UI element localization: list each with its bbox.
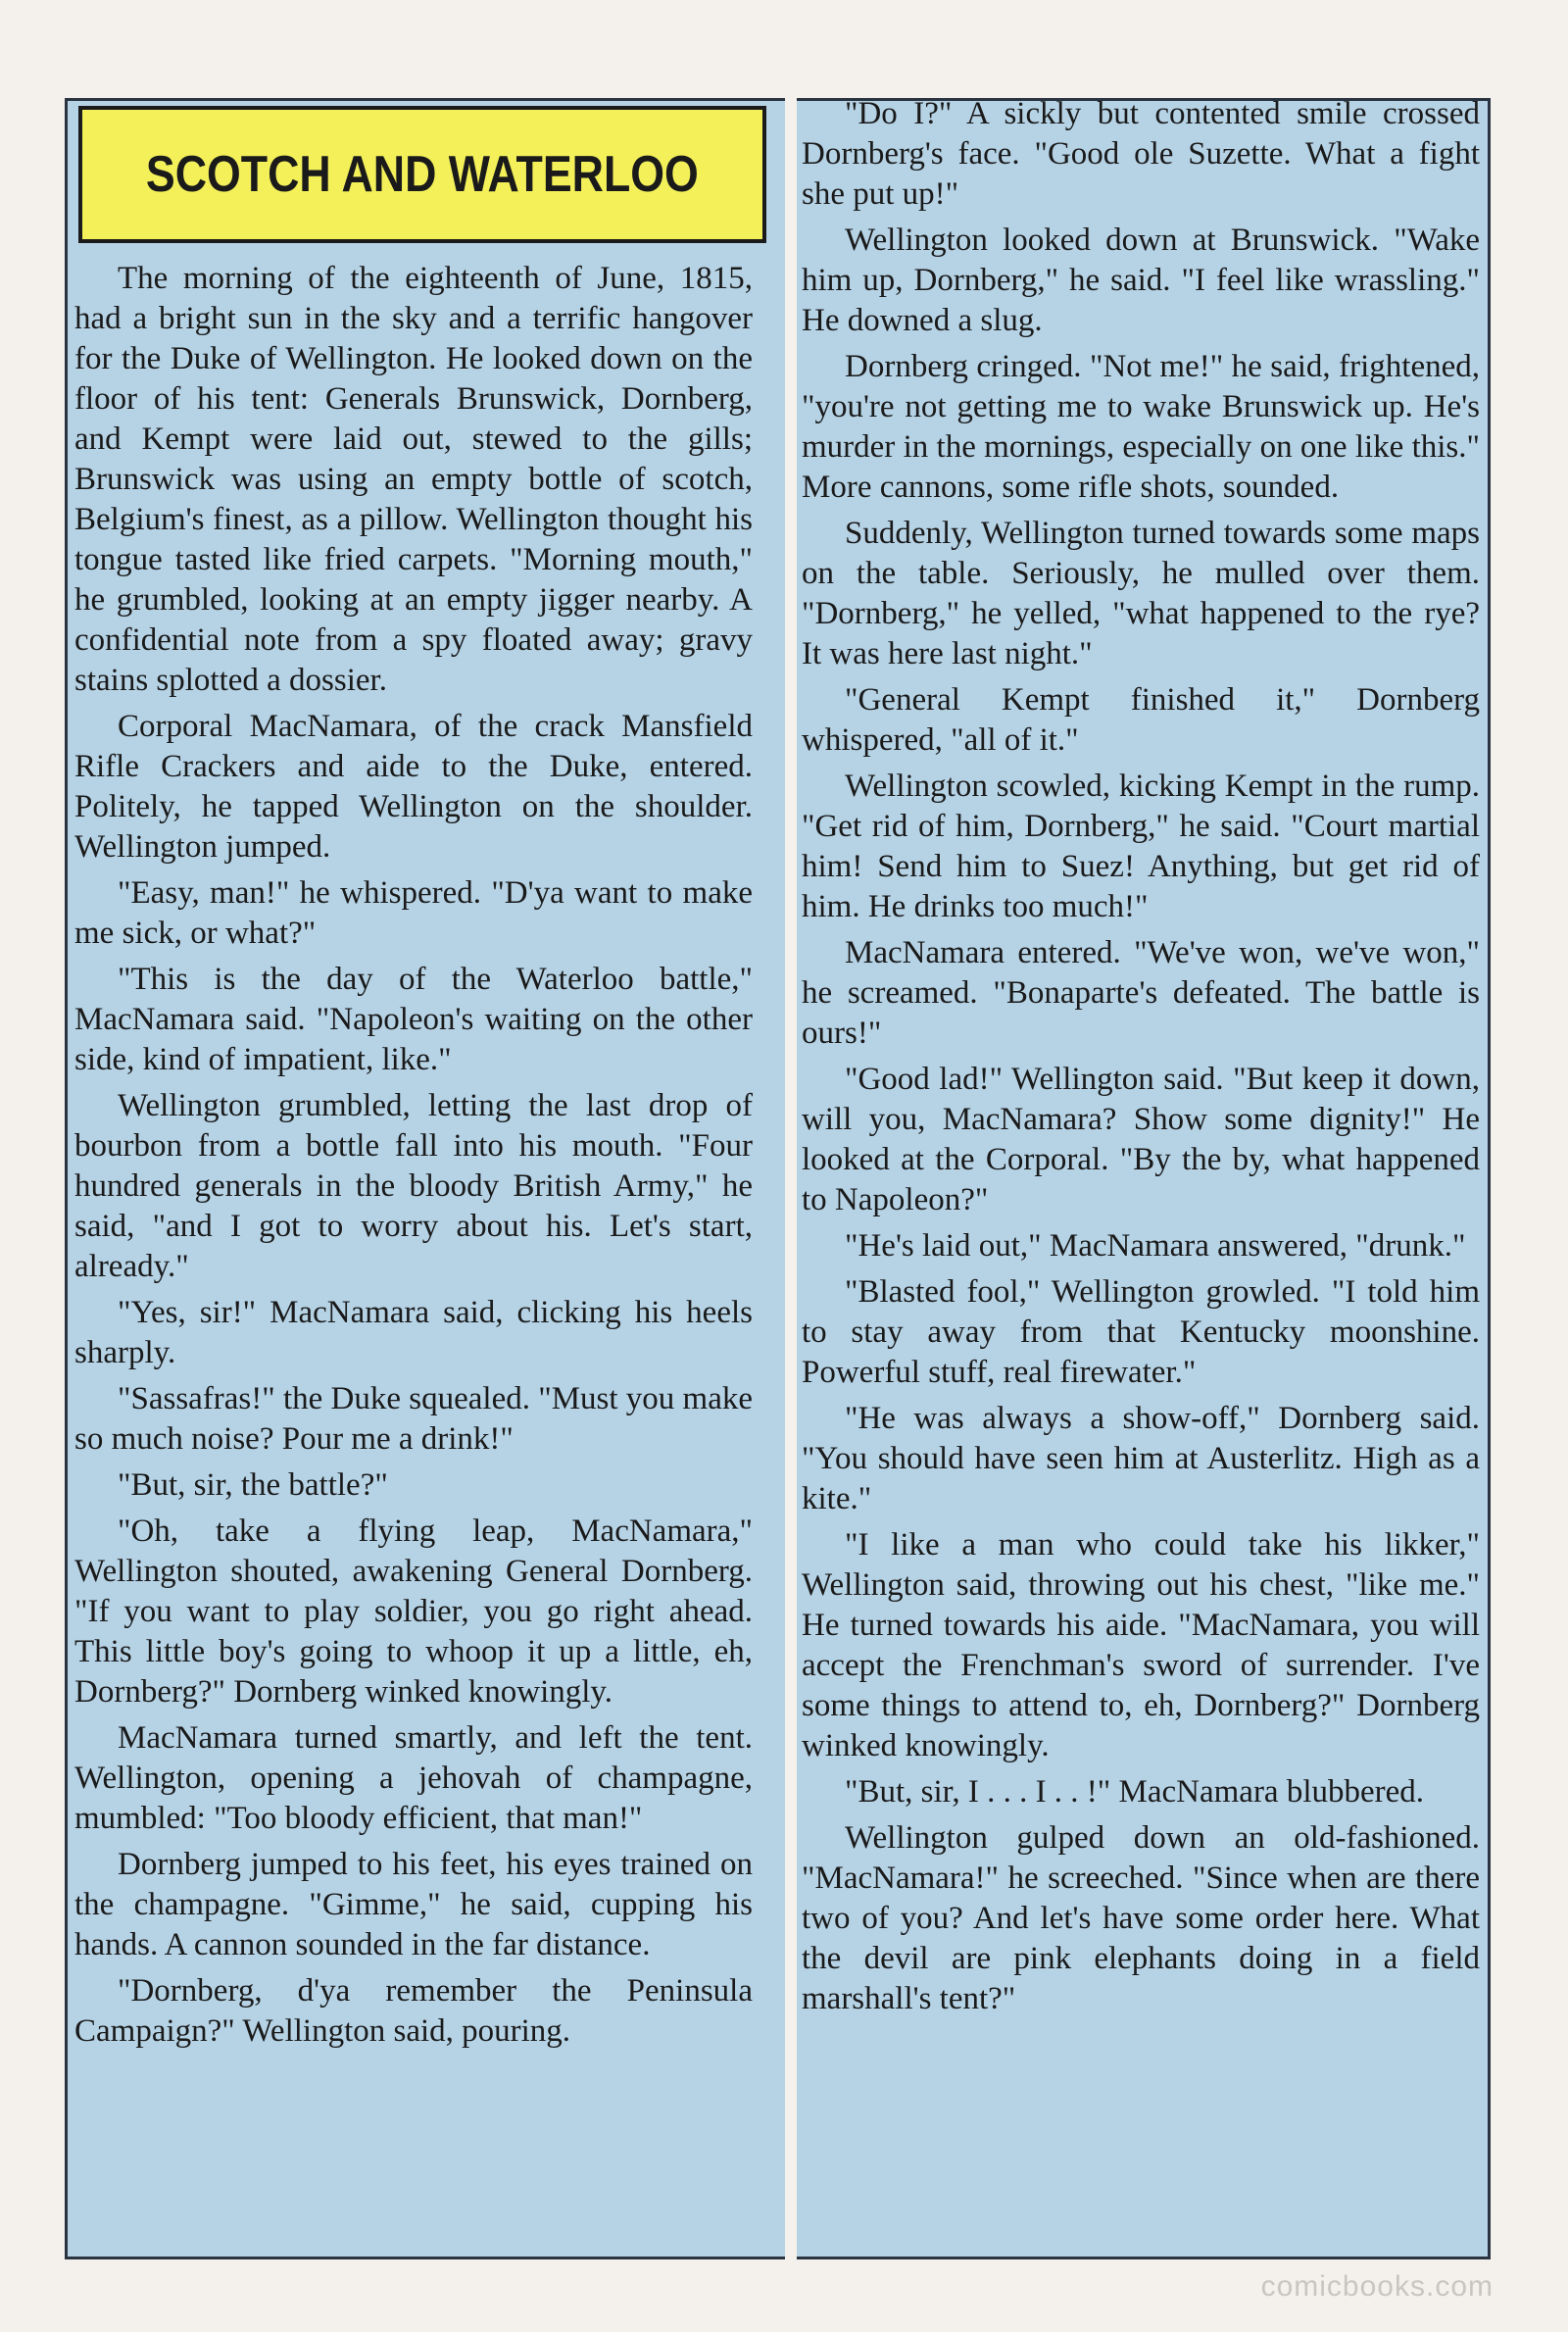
paragraph: Corporal MacNamara, of the crack Mansfield Rifle Crackers and aide to the Duke, entered. Politely, he tapped Wellington on the shoulder. Wellington jumped. xyxy=(74,709,753,865)
paragraph: "I like a man who could take his likker," Wellington said, throwing out his chest, "like me." He turned towards his aide. "MacNamara, you will accept the Frenchman's sword of surrender. I've some things to attend to, eh, Dornberg?" Dornberg winked knowingly. xyxy=(802,1527,1480,1763)
paragraph: Wellington scowled, kicking Kempt in the rump. "Get rid of him, Dornberg," he said. "Court martial him! Send him to Suez! Anything, but get rid of him. He drinks too much!" xyxy=(802,769,1480,924)
paragraph: "Good lad!" Wellington said. "But keep it down, will you, MacNamara? Show some dignity!" He looked at the Corporal. "By the by, what happened to Napoleon?" xyxy=(802,1062,1480,1217)
paragraph: Dornberg jumped to his feet, his eyes trained on the champagne. "Gimme," he said, cupping his hands. A cannon sounded in the far distance. xyxy=(74,1847,753,1962)
paragraph: "He was always a show-off," Dornberg said. "You should have seen him at Austerlitz. High as a kite." xyxy=(802,1401,1480,1516)
paragraph: "Do I?" A sickly but contented smile crossed Dornberg's face. "Good ole Suzette. What a fight she put up!" xyxy=(802,96,1480,212)
paragraph: "He's laid out," MacNamara answered, "drunk." xyxy=(845,1228,1466,1264)
paragraph: "Blasted fool," Wellington growled. "I told him to stay away from that Kentucky moonshine. Powerful stuff, real firewater." xyxy=(802,1274,1480,1390)
watermark: comicbooks.com xyxy=(1260,2270,1494,2303)
paragraph: Dornberg cringed. "Not me!" he said, frightened, "you're not getting me to wake Brunswick up. He's murder in the mornings, especially on one like this." More cannons, some rifle shots, sounded. xyxy=(802,349,1480,505)
paragraph: "This is the day of the Waterloo battle," MacNamara said. "Napoleon's waiting on the other side, kind of impatient, like." xyxy=(74,962,753,1077)
paragraph: "General Kempt finished it," Dornberg whispered, "all of it." xyxy=(802,682,1480,758)
paragraph: Wellington grumbled, letting the last drop of bourbon from a bottle fall into his mouth. "Four hundred generals in the bloody British Army," he said, "and I got to worry about his. Let's start, already." xyxy=(74,1088,753,1284)
left-column xyxy=(74,259,753,2058)
paragraph: "Dornberg, d'ya remember the Peninsula Campaign?" Wellington said, pouring. xyxy=(74,1973,753,2049)
paragraph: Suddenly, Wellington turned towards some maps on the table. Seriously, he mulled over them. "Dornberg," he yelled, "what happened to the rye? It was here last night." xyxy=(802,516,1480,671)
paragraph: MacNamara turned smartly, and left the tent. Wellington, opening a jehovah of champagne, mumbled: "Too bloody efficient, that man!" xyxy=(74,1720,753,1836)
paragraph: "Oh, take a flying leap, MacNamara," Wellington shouted, awakening General Dornberg. "If you want to play soldier, you go right ahead. This little boy's going to whoop it up a little, eh, Dornberg?" Dornberg winked knowingly. xyxy=(74,1513,753,1710)
column-gutter xyxy=(785,98,797,2259)
paragraph: The morning of the eighteenth of June, 1815, had a bright sun in the sky and a terrific hangover for the Duke of Wellington. He looked down on the floor of his tent: Generals Brunswick, Dornberg, and Kempt were laid out, stewed to the gills; Brunswick was using an empty bottle of scotch, Belgium's finest, as a pillow. Wellington thought his tongue tasted like fried carpets. "Morning mouth," he grumbled, looking at an empty jigger nearby. A confidential note from a spy floated away; gravy stains splotted a dossier. xyxy=(74,261,753,698)
title-box xyxy=(78,106,766,243)
paragraph: "Sassafras!" the Duke squealed. "Must you make so much noise? Pour me a drink!" xyxy=(74,1381,754,1457)
paragraph: MacNamara entered. "We've won, we've won," he screamed. "Bonaparte's defeated. The battle is ours!" xyxy=(802,935,1480,1051)
paragraph: "Yes, sir!" MacNamara said, clicking his heels sharply. xyxy=(74,1295,753,1370)
paragraph: Wellington looked down at Brunswick. "Wake him up, Dornberg," he said. "I feel like wrassling." He downed a slug. xyxy=(802,223,1480,338)
paragraph: "But, sir, I . . . I . . !" MacNamara blubbered. xyxy=(845,1774,1425,1810)
paragraph: "But, sir, the battle?" xyxy=(118,1467,388,1503)
paragraph: "Easy, man!" he whispered. "D'ya want to make me sick, or what?" xyxy=(74,875,753,951)
right-column xyxy=(802,94,1480,2025)
story-title: SCOTCH AND WATERLOO xyxy=(146,146,699,203)
paragraph: Wellington gulped down an old-fashioned. "MacNamara!" he screeched. "Since when are there two of you? And let's have some order here. What the devil are pink elephants doing in a field marshall's tent?" xyxy=(802,1820,1480,2016)
